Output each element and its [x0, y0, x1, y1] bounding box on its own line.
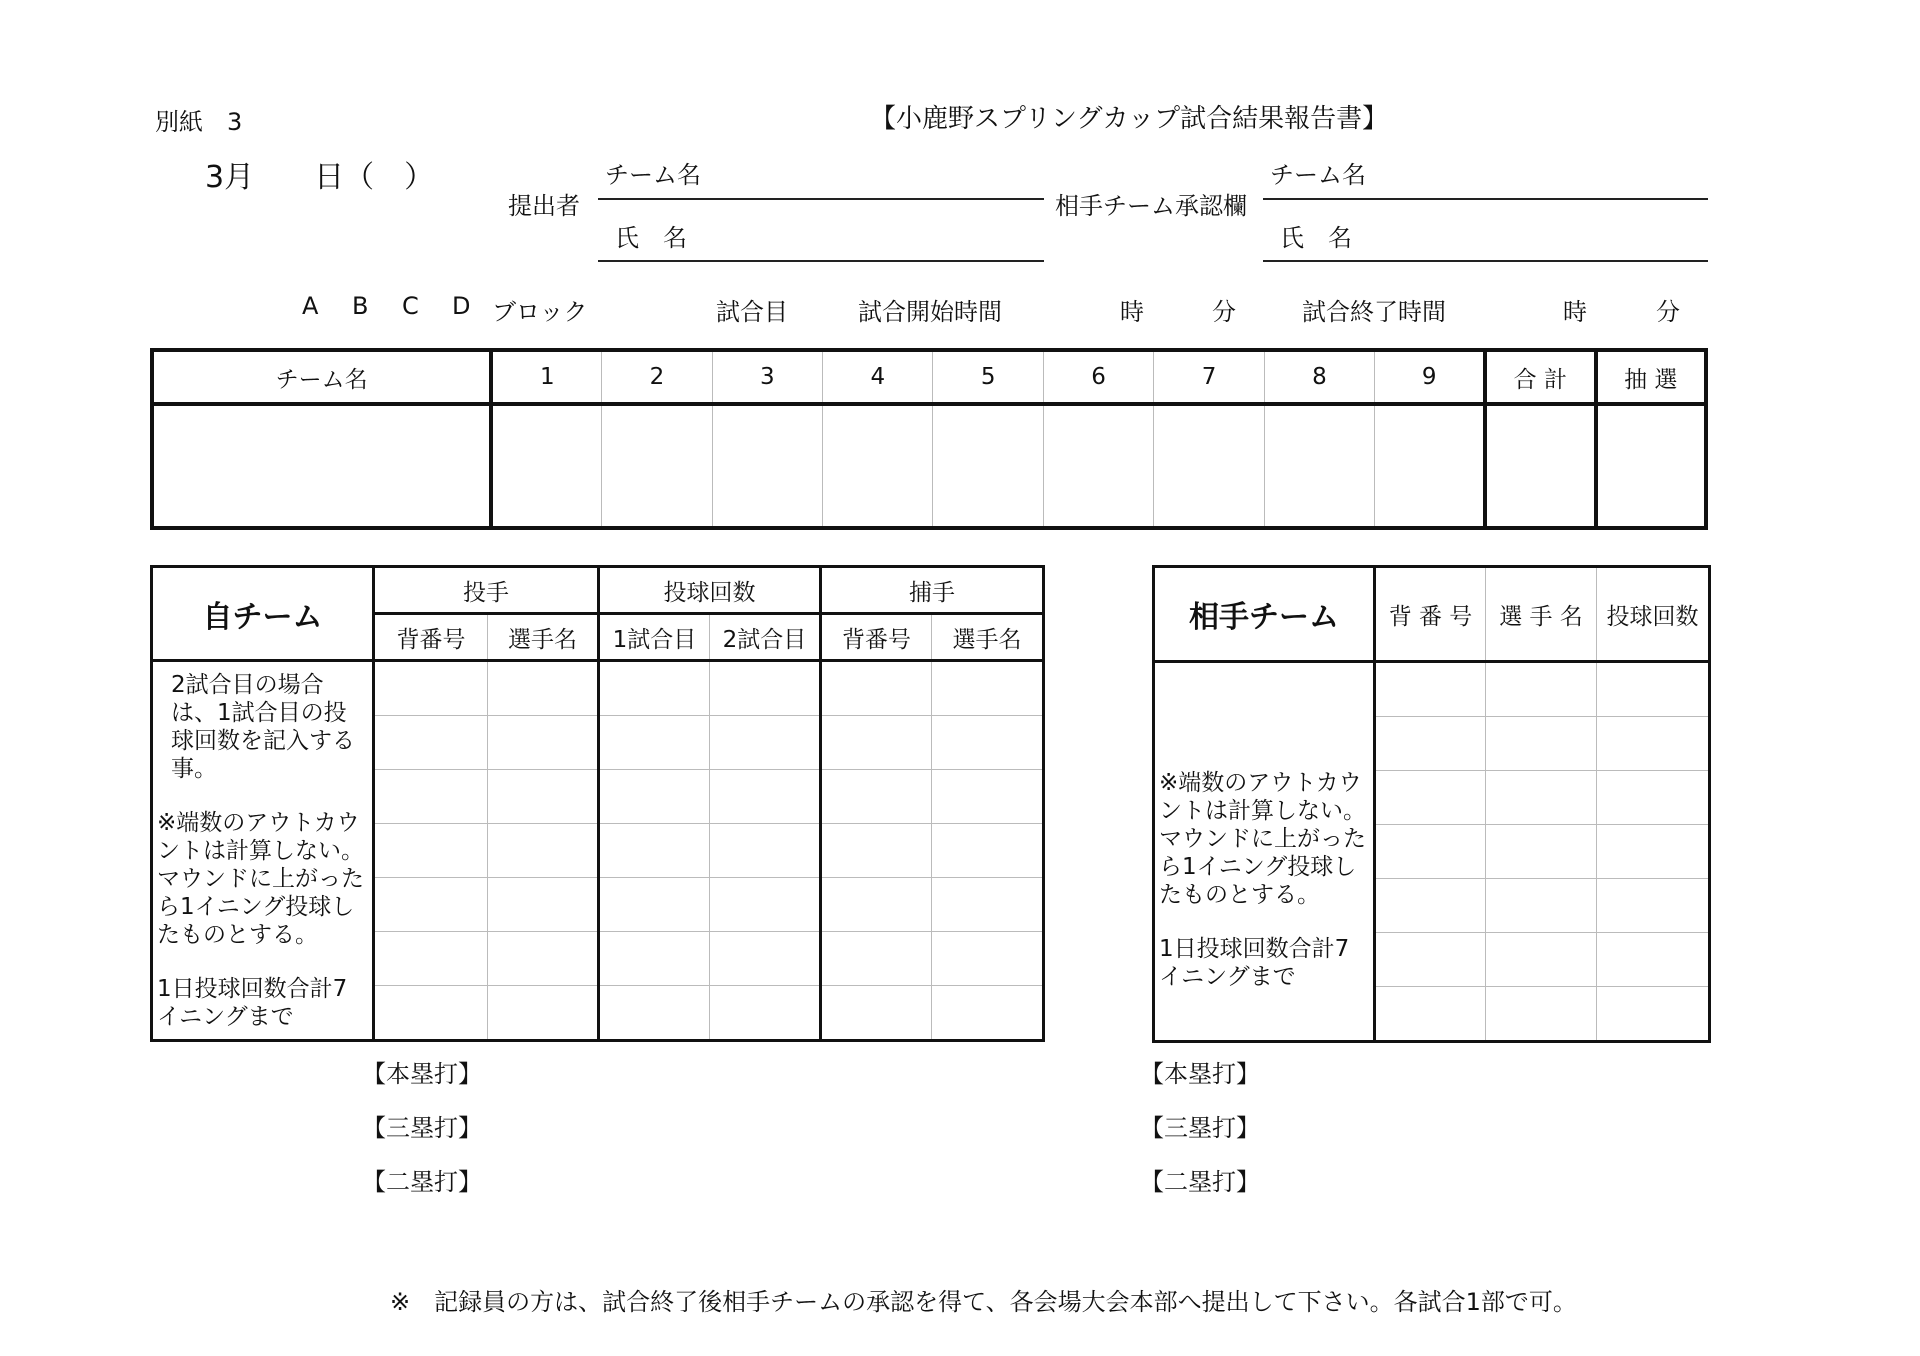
date-field: 3月 日（ ） [205, 160, 435, 195]
own-cell[interactable] [932, 770, 1044, 824]
pitcher-name-header: 選手名 [488, 614, 599, 661]
end-minute-label: 分 [1656, 298, 1680, 326]
catcher-name-header: 選手名 [932, 614, 1044, 661]
own-cell[interactable] [374, 932, 488, 986]
own-home-run-label: 【本塁打】 [362, 1060, 482, 1088]
opp-cell[interactable] [1597, 717, 1710, 771]
own-cell[interactable] [932, 824, 1044, 878]
own-cell[interactable] [488, 878, 599, 932]
opponent-approval-label: 相手チーム承認欄 [1055, 192, 1247, 220]
own-cell[interactable] [374, 878, 488, 932]
game2-header: 2試合目 [710, 614, 821, 661]
opp-number-header: 背 番 号 [1375, 567, 1486, 662]
opp-home-run-label: 【本塁打】 [1140, 1060, 1260, 1088]
own-cell[interactable] [932, 661, 1044, 716]
opp-notes [1154, 662, 1375, 1042]
own-cell[interactable] [932, 986, 1044, 1041]
submitter-team-label: チーム名 [605, 161, 701, 189]
own-cell[interactable] [488, 932, 599, 986]
own-cell[interactable] [488, 661, 599, 716]
own-cell[interactable] [488, 716, 599, 770]
submitter-label: 提出者 [508, 192, 580, 220]
opp-cell[interactable] [1486, 771, 1597, 825]
own-cell[interactable] [488, 986, 599, 1041]
own-cell[interactable] [710, 770, 821, 824]
opp-cell[interactable] [1486, 662, 1597, 717]
block-a: A [302, 292, 319, 320]
opp-cell[interactable] [1597, 987, 1710, 1042]
block-label: ブロック [492, 298, 588, 326]
opp-cell[interactable] [1486, 825, 1597, 879]
submitter-name-line [598, 260, 1044, 262]
own-cell[interactable] [374, 661, 488, 716]
opp-cell[interactable] [1486, 717, 1597, 771]
score-team-header: チーム名 [152, 350, 491, 404]
inning-7-header: 7 [1154, 350, 1264, 404]
catcher-header: 捕手 [821, 567, 1044, 614]
total-cell[interactable] [1485, 404, 1595, 528]
own-cell[interactable] [710, 878, 821, 932]
own-cell[interactable] [932, 932, 1044, 986]
own-team-title: 自チーム [152, 567, 374, 661]
opponent-team-table [1152, 565, 1711, 1043]
opp-double-label: 【二塁打】 [1140, 1168, 1260, 1196]
inning-6-cell[interactable] [1043, 404, 1153, 528]
opp-pitch-count-header: 投球回数 [1597, 567, 1710, 662]
inning-1-cell[interactable] [491, 404, 601, 528]
inning-6-header: 6 [1043, 350, 1153, 404]
start-time-label: 試合開始時間 [858, 298, 1002, 326]
own-cell[interactable] [599, 770, 710, 824]
catcher-number-header: 背番号 [821, 614, 932, 661]
inning-4-header: 4 [823, 350, 933, 404]
opp-triple-label: 【三塁打】 [1140, 1114, 1260, 1142]
submitter-name-label: 氏 名 [615, 224, 687, 252]
opp-cell[interactable] [1375, 933, 1486, 987]
opponent-team-line [1263, 198, 1708, 200]
own-cell[interactable] [374, 770, 488, 824]
inning-8-header: 8 [1264, 350, 1374, 404]
own-cell[interactable] [599, 661, 710, 716]
opp-name-header: 選 手 名 [1486, 567, 1597, 662]
own-cell[interactable] [374, 716, 488, 770]
own-note-1: 2試合目の場合は、1試合目の投球回数を記入する事。 [171, 671, 355, 782]
opp-cell[interactable] [1597, 879, 1710, 933]
opp-note-2: 1日投球回数合計7イニングまで [1159, 935, 1350, 990]
opp-cell[interactable] [1597, 662, 1710, 717]
inning-9-header: 9 [1375, 350, 1485, 404]
inning-1-header: 1 [491, 350, 601, 404]
opp-cell[interactable] [1375, 825, 1486, 879]
own-cell[interactable] [710, 824, 821, 878]
opponent-name-label: 氏 名 [1280, 224, 1352, 252]
own-cell[interactable] [599, 878, 710, 932]
opp-cell[interactable] [1486, 879, 1597, 933]
own-cell[interactable] [821, 770, 932, 824]
score-header-row [152, 350, 1706, 404]
opponent-team-label: チーム名 [1270, 161, 1366, 189]
pitcher-number-header: 背番号 [374, 614, 488, 661]
opp-cell[interactable] [1486, 987, 1597, 1042]
own-cell[interactable] [710, 932, 821, 986]
opp-team-title: 相手チーム [1154, 567, 1375, 662]
pitch-count-header: 投球回数 [599, 567, 821, 614]
own-cell[interactable] [821, 661, 932, 716]
score-body-row [152, 404, 1706, 528]
own-team-table [150, 565, 1045, 1042]
own-triple-label: 【三塁打】 [362, 1114, 482, 1142]
end-time-label: 試合終了時間 [1302, 298, 1446, 326]
own-cell[interactable] [821, 824, 932, 878]
own-cell[interactable] [374, 824, 488, 878]
score-team-cell[interactable] [152, 404, 491, 528]
own-cell[interactable] [488, 824, 599, 878]
end-hour-label: 時 [1563, 298, 1587, 326]
pitcher-header: 投手 [374, 567, 599, 614]
inning-2-header: 2 [602, 350, 712, 404]
opp-cell[interactable] [1375, 662, 1486, 717]
own-cell[interactable] [599, 824, 710, 878]
own-cell[interactable] [932, 878, 1044, 932]
opp-cell[interactable] [1597, 933, 1710, 987]
own-cell[interactable] [821, 932, 932, 986]
inning-2-cell[interactable] [602, 404, 712, 528]
inning-5-cell[interactable] [933, 404, 1043, 528]
submitter-team-line [598, 198, 1044, 200]
opp-cell[interactable] [1375, 987, 1486, 1042]
own-cell[interactable] [821, 986, 932, 1041]
opp-cell[interactable] [1375, 879, 1486, 933]
block-d: D [452, 292, 471, 320]
inning-3-cell[interactable] [712, 404, 822, 528]
game1-header: 1試合目 [599, 614, 710, 661]
own-notes [152, 661, 374, 1041]
total-header: 合 計 [1485, 350, 1595, 404]
lottery-cell[interactable] [1596, 404, 1706, 528]
own-cell[interactable] [932, 716, 1044, 770]
block-c: C [402, 292, 419, 320]
inning-5-header: 5 [933, 350, 1043, 404]
opp-cell[interactable] [1375, 717, 1486, 771]
inning-7-cell[interactable] [1154, 404, 1264, 528]
score-table [150, 348, 1708, 530]
own-cell[interactable] [599, 986, 710, 1041]
opp-cell[interactable] [1597, 825, 1710, 879]
footer-note: ※ 記録員の方は、試合終了後相手チームの承認を得て、各会場大会本部へ提出して下さい。各試合1部で可。 [390, 1288, 1577, 1316]
block-b: B [352, 292, 369, 320]
opp-cell[interactable] [1486, 933, 1597, 987]
own-cell[interactable] [710, 661, 821, 716]
own-note-2: ※端数のアウトカウントは計算しない。マウンドに上がったら1イニング投球したものとする。 [157, 809, 364, 948]
own-double-label: 【二塁打】 [362, 1168, 482, 1196]
lottery-header: 抽 選 [1596, 350, 1706, 404]
start-hour-label: 時 [1120, 298, 1144, 326]
own-row-1 [152, 661, 1044, 716]
own-cell[interactable] [599, 932, 710, 986]
own-cell[interactable] [821, 878, 932, 932]
opp-row-1 [1154, 662, 1710, 717]
opp-cell[interactable] [1597, 771, 1710, 825]
inning-9-cell[interactable] [1375, 404, 1485, 528]
opp-note-1: ※端数のアウトカウントは計算しない。マウンドに上がったら1イニング投球したものとする。 [1159, 769, 1366, 908]
document-title: 【小鹿野スプリングカップ試合結果報告書】 [870, 104, 1389, 134]
inning-8-cell[interactable] [1264, 404, 1374, 528]
inning-4-cell[interactable] [823, 404, 933, 528]
inning-3-header: 3 [712, 350, 822, 404]
own-cell[interactable] [599, 716, 710, 770]
game-number-label: 試合目 [716, 298, 788, 326]
own-header-row-1 [152, 567, 1044, 614]
own-cell[interactable] [488, 770, 599, 824]
opponent-name-line [1263, 260, 1708, 262]
own-cell[interactable] [821, 716, 932, 770]
opp-header-row [1154, 567, 1710, 662]
own-cell[interactable] [710, 716, 821, 770]
own-cell[interactable] [374, 986, 488, 1041]
start-minute-label: 分 [1212, 298, 1236, 326]
attachment-label: 別紙 3 [155, 108, 243, 136]
own-cell[interactable] [710, 986, 821, 1041]
own-note-3: 1日投球回数合計7イニングまで [157, 975, 348, 1030]
opp-cell[interactable] [1375, 771, 1486, 825]
